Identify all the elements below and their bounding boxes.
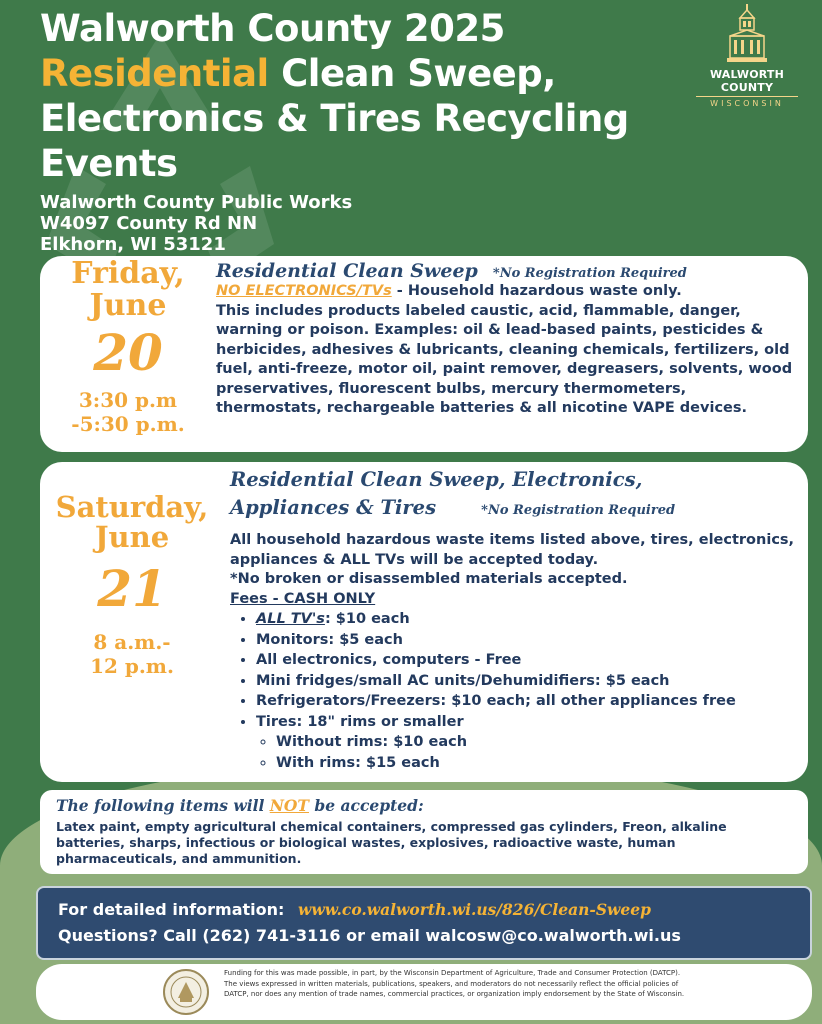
no-broken-notice: *No broken or disassembled materials accepted. <box>230 571 628 587</box>
friday-event-title: Residential Clean Sweep <box>216 260 478 282</box>
fee-item: • All electronics, computers - Free <box>256 650 800 671</box>
saturday-event-card <box>40 462 808 782</box>
not-accepted-title-pre: The following items will <box>56 796 270 815</box>
friday-date-block <box>58 258 198 436</box>
courthouse-icon <box>726 4 768 64</box>
title-line-4: Events <box>40 142 178 185</box>
saturday-registration-note: *No Registration Required <box>481 503 676 518</box>
header <box>40 6 720 255</box>
friday-intro: - Household hazardous waste only. <box>391 283 682 299</box>
title-line-1: Walworth County 2025 <box>40 7 505 50</box>
fee-item <box>256 712 800 774</box>
saturday-time-start: 8 a.m.- <box>93 630 171 654</box>
fee-item <box>256 609 800 630</box>
friday-day: Friday, <box>71 256 185 291</box>
friday-month: June <box>89 288 167 323</box>
not-accepted-card <box>40 790 808 874</box>
saturday-day: Saturday, <box>55 490 209 524</box>
not-emphasis: NOT <box>269 796 309 815</box>
fee-item: • Refrigerators/Freezers: $10 each; all other appliances free <box>256 691 800 712</box>
logo-state-name: WISCONSIN <box>710 99 784 108</box>
logo-county-name: WALWORTH COUNTY <box>709 68 785 94</box>
not-accepted-title-post: be accepted: <box>308 796 424 815</box>
tires-fee-label: Tires: 18" rims or smaller <box>256 713 464 730</box>
saturday-time-end: 12 p.m. <box>90 654 174 678</box>
tv-price: : $10 each <box>324 611 410 627</box>
tire-fee-item: ◦ Without rims: $10 each <box>276 732 800 753</box>
friday-date: 20 <box>93 323 163 382</box>
title-line-2: Clean Sweep, <box>268 52 556 95</box>
fees-list <box>230 609 800 773</box>
saturday-date: 21 <box>97 559 167 618</box>
friday-accepted-items: This includes products labeled caustic, acid, flammable, danger, warning or poison. Examples: oil & lead-based paints, pesticides & herbicides, adhesives & lubricants, cleaning chemicals, fertilizers, old fuel, anti-freeze, motor oil, paint remover, degreasers, solvents, wood preservatives, fluorescent bulbs, mercury thermometers, thermostats, rechargeable batteries & all nicotine VAPE devices. <box>216 302 793 416</box>
friday-details <box>216 260 796 419</box>
not-accepted-title <box>56 796 796 815</box>
saturday-date-block <box>44 492 220 678</box>
funding-disclaimer: Funding for this was made possible, in part, by the Wisconsin Department of Agriculture, Trade and Consumer Protection (DATCP). The views expressed in written materials, publications, speakers, and moderators do not necessarily reflect the official policies of DATCP, nor does any mention of trade names, commercial practices, or organization imply endorsement by the State of Wisconsin. <box>224 969 685 998</box>
tv-label: ALL TV's <box>256 611 325 627</box>
title-residential: Residential <box>40 52 269 95</box>
info-label: For detailed information: <box>58 900 285 919</box>
address-line: Elkhorn, WI 53121 <box>40 234 226 255</box>
no-electronics-notice: NO ELECTRONICS/TVs <box>216 283 392 299</box>
tire-fee-item: ◦ With rims: $15 each <box>276 753 800 774</box>
address-block <box>40 192 720 255</box>
not-accepted-list: Latex paint, empty agricultural chemical containers, compressed gas cylinders, Freon, alkaline batteries, sharps, infectious or biological wastes, explosives, radioactive waste, human pharmaceuticals, and ammunition. <box>56 819 727 866</box>
saturday-event-title-1: Residential Clean Sweep, Electronics, <box>230 468 643 491</box>
fees-title: Fees - CASH ONLY <box>230 590 376 607</box>
saturday-details <box>230 466 800 773</box>
saturday-month: June <box>94 520 170 554</box>
saturday-accepted-items: All household hazardous waste items listed above, tires, electronics, appliances & ALL TVs will be accepted today. <box>230 532 795 568</box>
friday-time-end: -5:30 p.m. <box>71 412 185 436</box>
page-title <box>40 6 720 186</box>
address-line: Walworth County Public Works <box>40 192 353 213</box>
saturday-event-title-2: Appliances & Tires <box>230 496 437 519</box>
title-line-3: Electronics & Tires Recycling <box>40 97 629 140</box>
friday-time-start: 3:30 p.m <box>78 388 178 412</box>
contact-info-box <box>36 886 812 960</box>
info-url-link[interactable]: www.co.walworth.wi.us/826/Clean-Sweep <box>298 900 651 919</box>
friday-event-card <box>40 256 808 452</box>
tire-fees-list <box>256 732 800 773</box>
contact-questions: Questions? Call (262) 741-3116 or email walcosw@co.walworth.wi.us <box>58 926 681 945</box>
wisconsin-seal-icon <box>162 968 210 1016</box>
address-line: W4097 County Rd NN <box>40 213 258 234</box>
fee-item: • Mini fridges/small AC units/Dehumidifiers: $5 each <box>256 671 800 692</box>
fee-item: • Monitors: $5 each <box>256 630 800 651</box>
county-logo <box>682 4 812 108</box>
friday-registration-note: *No Registration Required <box>492 266 687 281</box>
funding-footer <box>36 964 812 1020</box>
